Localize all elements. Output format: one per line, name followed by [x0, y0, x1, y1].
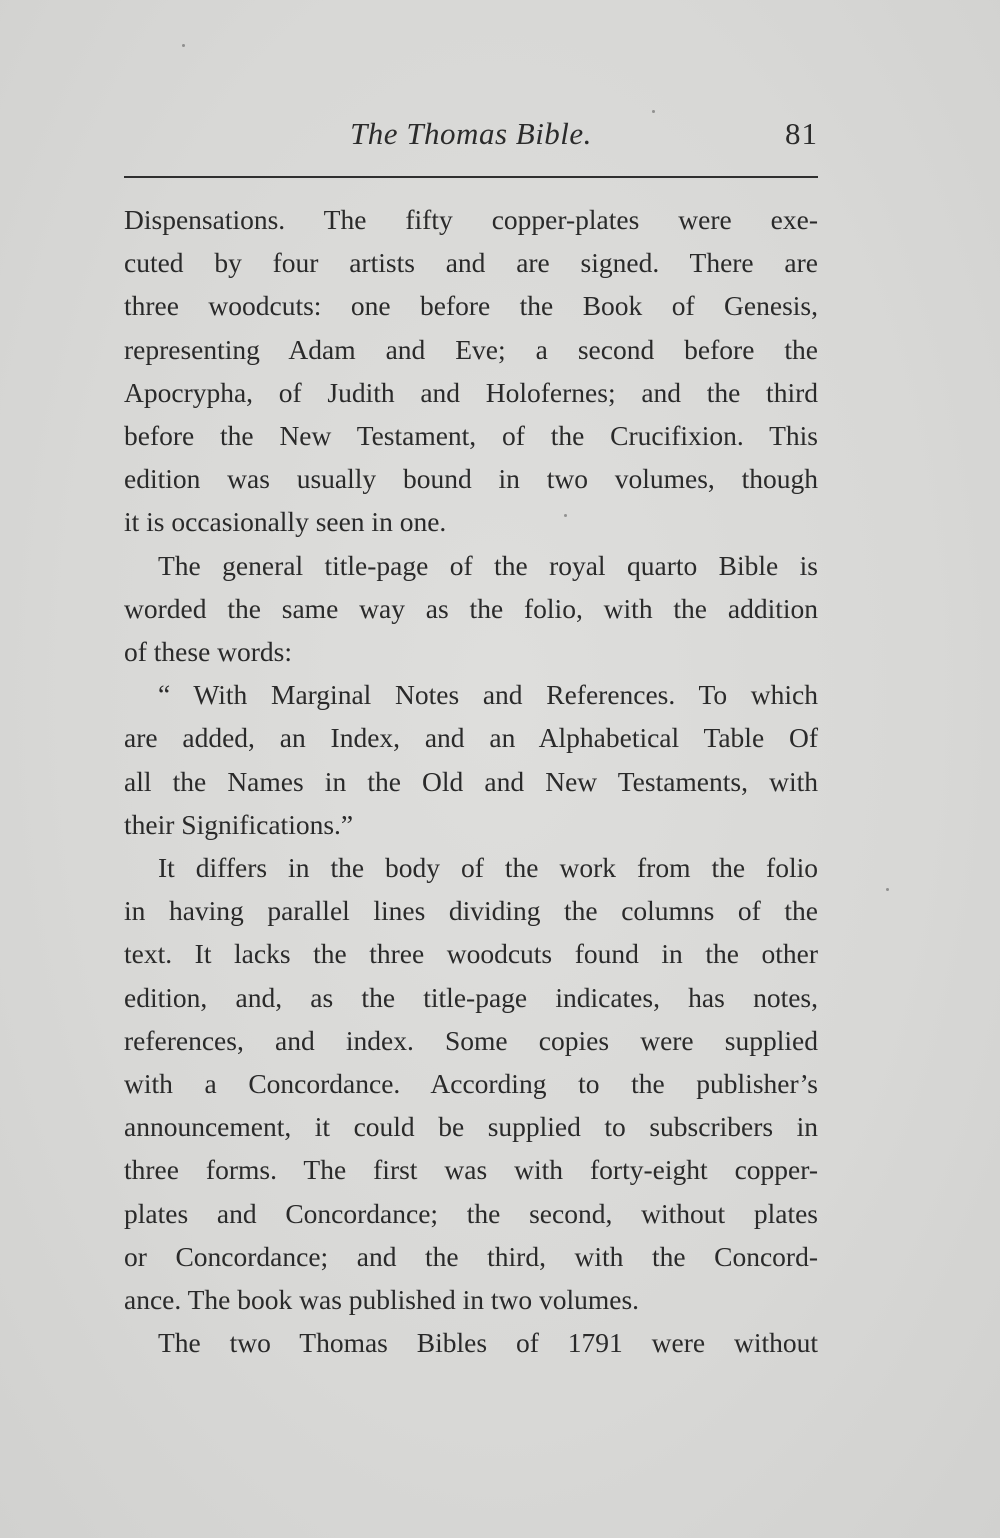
text-line: of these words: — [124, 636, 293, 668]
paper-speck — [886, 888, 889, 891]
paper-speck — [652, 110, 655, 113]
text-line: announcement, it could be supplied to subscribers in — [124, 1111, 818, 1143]
text-line: all the Names in the Old and New Testaments, with — [124, 765, 818, 797]
paper-speck — [564, 514, 567, 517]
paragraph-1 — [124, 198, 818, 544]
text-line: cuted by four artists and are signed. There are — [124, 247, 818, 279]
text-line: with a Concordance. According to the publisher’s — [124, 1068, 818, 1100]
text-line: plates and Concordance; the second, without plates — [124, 1197, 818, 1229]
paragraph-5 — [124, 1321, 818, 1364]
text-line: it is occasionally seen in one. — [124, 506, 447, 538]
text-line: or Concordance; and the third, with the Concord- — [124, 1240, 818, 1272]
running-title: The Thomas Bible. — [350, 116, 592, 151]
text-line: are added, an Index, and an Alphabetical Table Of — [124, 722, 818, 754]
text-line: before the New Testament, of the Crucifixion. This — [124, 420, 818, 452]
text-line: edition, and, as the title-page indicates, has notes, — [124, 981, 818, 1013]
text-line: text. It lacks the three woodcuts found in the other — [124, 938, 818, 970]
text-line: representing Adam and Eve; a second before the — [124, 333, 818, 365]
text-line: edition was usually bound in two volumes, though — [124, 463, 818, 495]
paper-speck — [182, 44, 185, 47]
text-line: three forms. The first was with forty-eight copper- — [124, 1154, 818, 1186]
paragraph-2 — [124, 544, 818, 674]
text-line: three woodcuts: one before the Book of Genesis, — [124, 290, 818, 322]
header-rule — [124, 176, 818, 178]
paragraph-3-quote — [124, 673, 818, 846]
text-line: ance. The book was published in two volumes. — [124, 1284, 640, 1316]
paragraph-4 — [124, 846, 818, 1321]
text-line: “ With Marginal Notes and References. To which — [158, 679, 818, 711]
text-line: It differs in the body of the work from the folio — [158, 852, 818, 884]
body-text — [124, 198, 818, 1364]
page-header — [124, 112, 818, 176]
page-number: 81 — [785, 116, 818, 151]
text-line: The general title-page of the royal quarto Bible is — [158, 549, 818, 581]
text-line: Apocrypha, of Judith and Holofernes; and the third — [124, 376, 818, 408]
text-line: in having parallel lines dividing the columns of the — [124, 895, 818, 927]
text-line: their Significations.” — [124, 808, 354, 840]
text-line: Dispensations. The fifty copper-plates were exe- — [124, 204, 818, 235]
text-line: worded the same way as the folio, with the addition — [124, 592, 818, 624]
text-line: references, and index. Some copies were supplied — [124, 1024, 818, 1056]
text-line: The two Thomas Bibles of 1791 were without — [158, 1327, 818, 1359]
